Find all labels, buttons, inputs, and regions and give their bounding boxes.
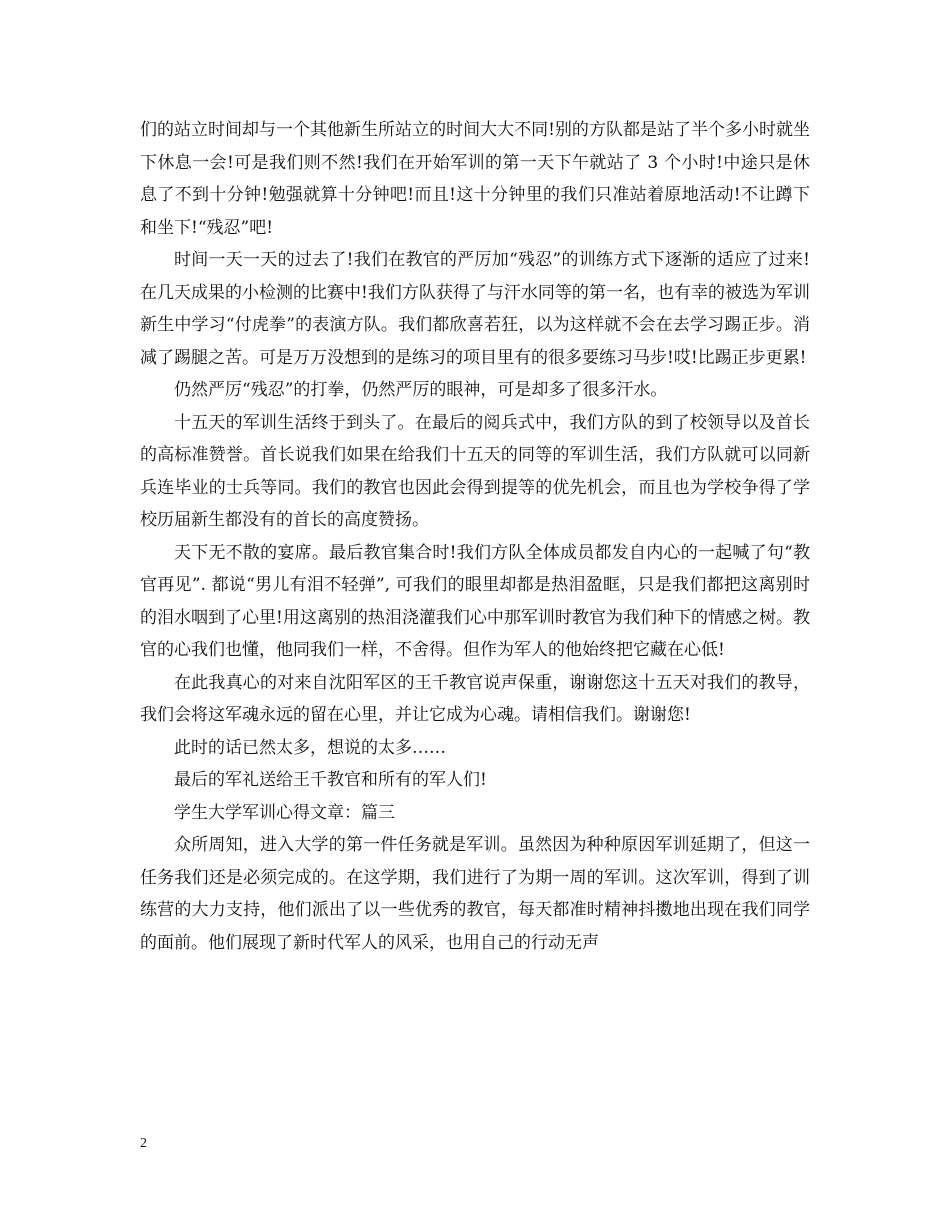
paragraph-6: 在此我真心的对来自沈阳军区的王千教官说声保重，谢谢您这十五天对我们的教导，我们会将这军魂永远的留在心里，并让它成为心魂。请相信我们。谢谢您!	[140, 672, 810, 725]
paragraph-1: 们的站立时间却与一个其他新生所站立的时间大大不同!别的方队都是站了半个多小时就坐下休息一会!可是我们则不然!我们在开始军训的第一天下午就站了 3 个小时!中途只是休息了不到十分钟!勉强就算十分钟吧!而且!这十分钟里的我们只准站着原地活动!不让蹲下和坐下!“残忍”吧!	[140, 120, 810, 238]
document-body	[140, 114, 810, 959]
section-heading: 学生大学军训心得文章：篇三	[174, 802, 395, 823]
paragraph-5: 天下无不散的宴席。最后教官集合时!我们方队全体成员都发自内心的一起喊了句“教官再见”. 都说“男儿有泪不轻弹”, 可我们的眼里却都是热泪盈眶，只是我们都把这离别时的泪水咽到了心里!用这离别的热泪浇灌我们心中那军训时教官为我们种下的情感之树。教官的心我们也懂，他同我们一样，不舍得。但作为军人的他始终把它藏在心低!	[140, 542, 810, 660]
page-number: 2	[140, 1136, 147, 1151]
paragraph-2: 时间一天一天的过去了!我们在教官的严厉加“残忍”的训练方式下逐渐的适应了过来!在几天成果的小检测的比赛中!我们方队获得了与汗水同等的第一名，也有幸的被选为军训新生中学习“付虎拳”的表演方队。我们都欣喜若狂，以为这样就不会在去学习踢正步。消减了踢腿之苦。可是万万没想到的是练习的项目里有的很多要练习马步!哎!比踢正步更累!	[140, 250, 810, 368]
paragraph-7: 此时的话已然太多，想说的太多……	[174, 737, 446, 758]
paragraph-10: 众所周知，进入大学的第一件任务就是军训。虽然因为种种原因军训延期了，但这一任务我们还是必须完成的。在这学期，我们进行了为期一周的军训。这次军训，得到了训练营的大力支持，他们派出了以一些优秀的教官，每天都准时精神抖擞地出现在我们同学的面前。他们展现了新时代军人的风采，也用自己的行动无声	[140, 835, 810, 953]
paragraph-4: 十五天的军训生活终于到头了。在最后的阅兵式中，我们方队的到了校领导以及首长的高标准赞誉。首长说我们如果在给我们十五天的同等的军训生活，我们方队就可以同新兵连毕业的士兵等同。我们的教官也因此会得到提等的优先机会，而且也为学校争得了学校历届新生都没有的首长的高度赞扬。	[140, 412, 810, 530]
paragraph-8: 最后的军礼送给王千教官和所有的军人们!	[174, 770, 487, 790]
paragraph-3: 仍然严厉“残忍”的打拳，仍然严厉的眼神，可是却多了很多汗水。	[174, 380, 668, 400]
